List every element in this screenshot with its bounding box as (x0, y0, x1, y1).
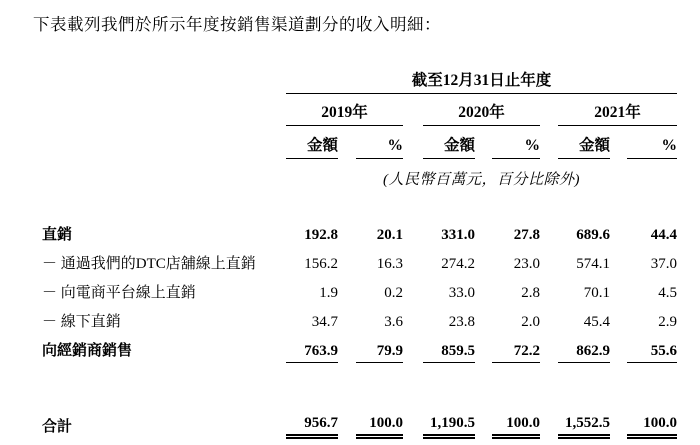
value-2019-amount: 1.9 (319, 285, 338, 301)
col-header-amount-2020: 金額 (423, 126, 475, 159)
value-2020-percent: 27.8 (513, 227, 540, 243)
value-2019-amount: 156.2 (304, 256, 338, 272)
year-header-2021: 2021年 (558, 94, 677, 126)
intro-text: 下表載列我們於所示年度按銷售渠道劃分的收入明細： (33, 15, 441, 34)
period-span-header: 截至12月31日止年度 (286, 60, 677, 94)
value-2020-percent: 100.0 (492, 409, 540, 439)
value-2019-amount: 956.7 (286, 409, 338, 439)
value-2020-amount: 33.0 (448, 285, 475, 301)
value-2021-percent: 55.6 (627, 334, 677, 363)
row-label: － 向電商平台線上直銷 (42, 285, 196, 301)
value-2021-percent: 44.4 (650, 227, 677, 243)
value-2020-percent: 72.2 (492, 334, 540, 363)
col-header-percent-2019: % (356, 126, 403, 159)
value-2021-percent: 100.0 (627, 409, 677, 439)
value-2019-percent: 79.9 (356, 334, 403, 363)
col-header-amount-2021: 金額 (558, 126, 610, 159)
value-2020-amount: 274.2 (441, 256, 475, 272)
row-label: － 線下直銷 (42, 314, 121, 330)
row-label: － 通過我們的DTC店舖線上直銷 (42, 256, 256, 272)
table-row-offline-direct (42, 305, 677, 334)
table-unit-note-row (42, 159, 677, 192)
table-row-dtc-online (42, 247, 677, 276)
value-2019-percent: 3.6 (384, 314, 403, 330)
header-spacer (42, 126, 286, 159)
value-2019-percent: 20.1 (376, 227, 403, 243)
table-header-years-row (42, 94, 677, 126)
year-header-2019: 2019年 (286, 94, 403, 126)
value-2021-percent: 2.9 (658, 314, 677, 330)
value-2019-amount: 192.8 (304, 227, 338, 243)
value-2020-amount: 331.0 (441, 227, 475, 243)
col-header-amount-2019: 金額 (286, 126, 338, 159)
table-row-total (42, 409, 677, 439)
row-label: 向經銷商銷售 (42, 343, 133, 359)
revenue-by-channel-table (42, 60, 677, 439)
value-2020-percent: 2.8 (521, 285, 540, 301)
table-header-period-row (42, 60, 677, 94)
value-2021-amount: 1,552.5 (558, 409, 610, 439)
value-2021-amount: 862.9 (558, 334, 610, 363)
col-header-percent-2020: % (492, 126, 540, 159)
row-label: 合計 (42, 419, 73, 435)
value-2021-amount: 574.1 (576, 256, 610, 272)
value-2019-percent: 100.0 (356, 409, 403, 439)
spacer-row (42, 192, 677, 218)
row-label: 直銷 (42, 227, 73, 243)
header-spacer (42, 159, 286, 192)
table-row-distributor-sales (42, 334, 677, 363)
value-2020-percent: 23.0 (513, 256, 540, 272)
value-2019-amount: 763.9 (286, 334, 338, 363)
value-2019-percent: 0.2 (384, 285, 403, 301)
unit-note: (人民幣百萬元，百分比除外) (383, 172, 580, 188)
value-2021-amount: 689.6 (576, 227, 610, 243)
table-header-cols-row (42, 126, 677, 159)
table-row-ecommerce-online (42, 276, 677, 305)
value-2019-amount: 34.7 (311, 314, 338, 330)
header-spacer (42, 60, 286, 94)
value-2020-amount: 23.8 (448, 314, 475, 330)
value-2021-amount: 45.4 (583, 314, 610, 330)
year-header-2020: 2020年 (423, 94, 540, 126)
value-2020-percent: 2.0 (521, 314, 540, 330)
value-2020-amount: 859.5 (423, 334, 475, 363)
value-2021-percent: 4.5 (658, 285, 677, 301)
value-2021-amount: 70.1 (583, 285, 610, 301)
header-spacer (42, 94, 286, 126)
table-row-direct-sales (42, 218, 677, 247)
col-header-percent-2021: % (627, 126, 677, 159)
value-2019-percent: 16.3 (376, 256, 403, 272)
value-2020-amount: 1,190.5 (423, 409, 475, 439)
value-2021-percent: 37.0 (650, 256, 677, 272)
spacer-row (42, 363, 677, 409)
